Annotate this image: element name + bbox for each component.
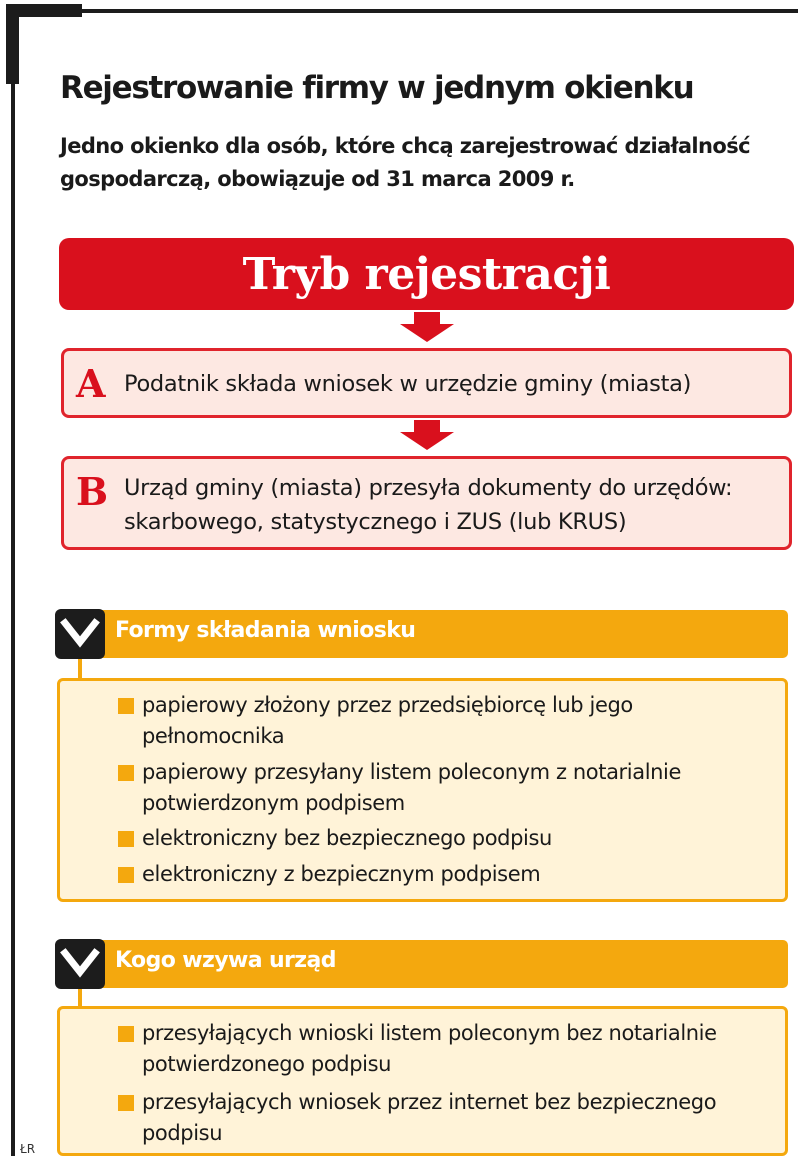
bullet-icon [118, 867, 134, 883]
frame-corner-left [6, 4, 19, 84]
summons-item-1-line-1: przesyłających wnioski listem poleconym bez notarialnie [142, 1021, 717, 1045]
forms-item-1-line-1: papierowy złożony przez przedsiębiorcę lub jego [142, 693, 633, 717]
forms-section-title: Formy składania wniosku [115, 618, 416, 643]
arrow-down-icon [400, 420, 454, 450]
step-a-text: Podatnik składa wniosek w urzędzie gminy (miasta) [124, 371, 692, 397]
step-b-box [61, 456, 792, 550]
summons-item-2-line-2: podpisu [142, 1121, 223, 1145]
forms-item-4: elektroniczny z bezpiecznym podpisem [142, 862, 541, 886]
summons-item-1-line-2: potwierdzonego podpisu [142, 1052, 392, 1076]
chevron-down-icon [55, 939, 105, 989]
summons-section-title: Kogo wzywa urząd [115, 948, 336, 973]
forms-list-box [57, 678, 788, 902]
arrow-down-icon [400, 312, 454, 342]
frame-top-line [6, 9, 798, 13]
step-a-letter: A [76, 361, 106, 406]
step-b-text-line-1: Urząd gminy (miasta) przesyła dokumenty do urzędów: [124, 475, 733, 501]
bullet-icon [118, 1095, 134, 1111]
author-credit: ŁR [20, 1142, 36, 1156]
bullet-icon [118, 831, 134, 847]
bullet-icon [118, 698, 134, 714]
forms-item-2-line-2: potwierdzonym podpisem [142, 791, 405, 815]
mode-header [59, 238, 794, 310]
chevron-down-icon [55, 609, 105, 659]
bullet-icon [118, 1026, 134, 1042]
forms-item-1-line-2: pełnomocnika [142, 724, 285, 748]
step-b-letter: B [76, 469, 109, 514]
summons-list-box [57, 1006, 788, 1156]
page-title: Rejestrowanie firmy w jednym okienku [60, 70, 694, 106]
forms-item-2-line-1: papierowy przesyłany listem poleconym z notarialnie [142, 760, 681, 784]
summons-item-2-line-1: przesyłających wniosek przez internet bez bezpiecznego [142, 1090, 717, 1114]
step-b-text-line-2: skarbowego, statystycznego i ZUS (lub KRUS) [124, 509, 627, 535]
forms-section-bar [60, 610, 788, 658]
mode-header-label: Tryb rejestracji [242, 248, 611, 300]
summons-section-bar [60, 940, 788, 988]
page-subtitle: Jedno okienko dla osób, które chcą zarejestrować działalność gospodarczą, obowiązuje od 31 marca 2009 r. [60, 134, 750, 191]
forms-item-3: elektroniczny bez bezpiecznego podpisu [142, 826, 552, 850]
step-a-box [61, 348, 792, 418]
bullet-icon [118, 765, 134, 781]
frame-left-line [11, 4, 15, 1156]
